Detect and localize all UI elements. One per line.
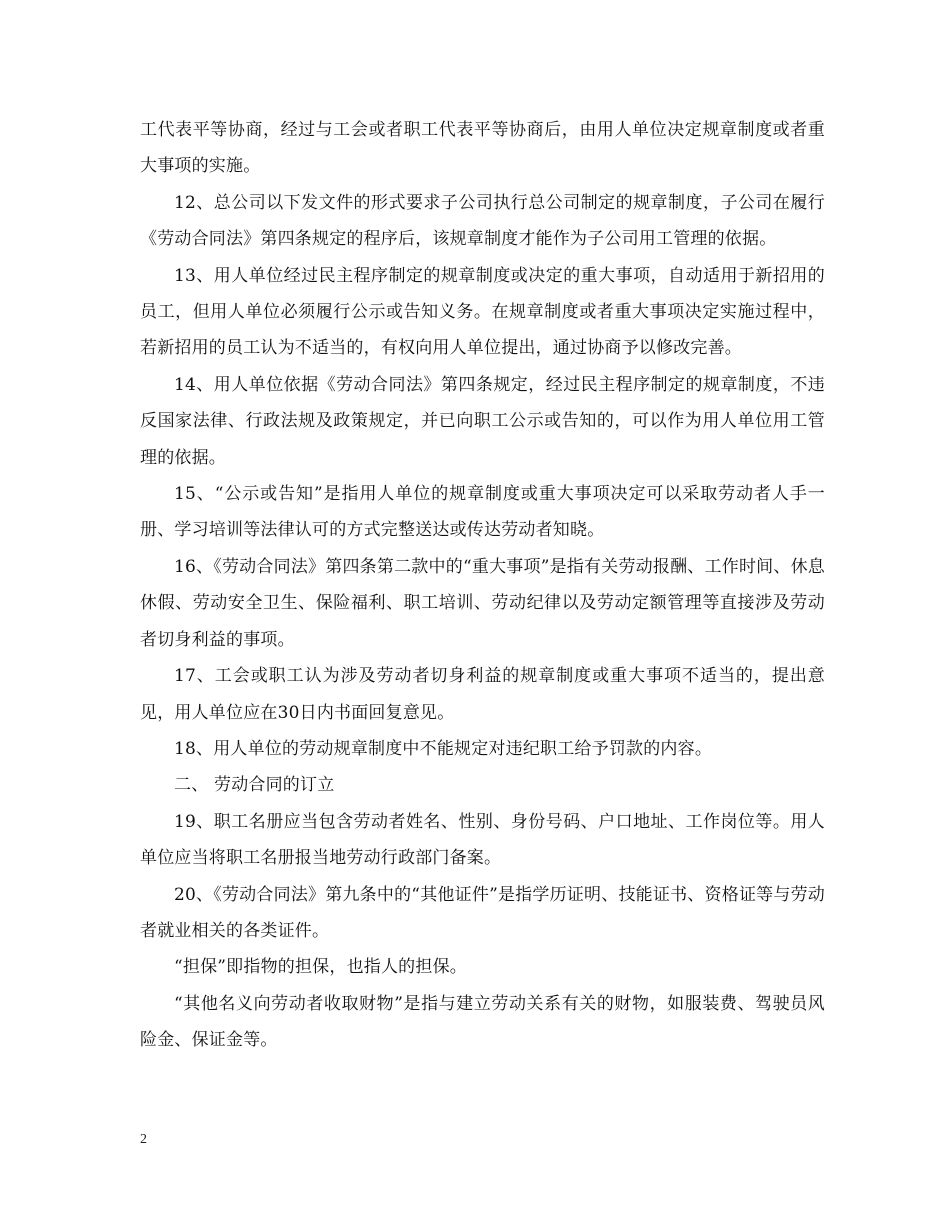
paragraph-item-19: 19、职工名册应当包含劳动者姓名、性别、身份号码、户口地址、工作岗位等。用人单位应当将职工名册报当地劳动行政部门备案。 (140, 811, 825, 869)
document-body (140, 112, 825, 1059)
page-number: 2 (140, 1132, 147, 1147)
paragraph-item-12: 12、总公司以下发文件的形式要求子公司执行总公司制定的规章制度，子公司在履行《劳动合同法》第四条规定的程序后，该规章制度才能作为子公司用工管理的依据。 (140, 192, 825, 250)
section-heading: 二、 劳动合同的订立 (174, 775, 335, 796)
paragraph-item-14: 14、用人单位依据《劳动合同法》第四条规定，经过民主程序制定的规章制度，不违反国家法律、行政法规及政策规定，并已向职工公示或告知的，可以作为用人单位用工管理的依据。 (140, 374, 825, 468)
paragraph-item-16: 16、《劳动合同法》第四条第二款中的“重大事项”是指有关劳动报酬、工作时间、休息休假、劳动安全卫生、保险福利、职工培训、劳动纪律以及劳动定额管理等直接涉及劳动者切身利益的事项。 (140, 556, 825, 650)
paragraph-item-17: 17、工会或职工认为涉及劳动者切身利益的规章制度或重大事项不适当的，提出意见，用人单位应在30日内书面回复意见。 (140, 666, 825, 723)
paragraph-item-13: 13、用人单位经过民主程序制定的规章制度或决定的重大事项，自动适用于新招用的员工，但用人单位必须履行公示或告知义务。在规章制度或者重大事项决定实施过程中，若新招用的员工认为不适当的，有权向用人单位提出，通过协商予以修改完善。 (140, 265, 825, 359)
paragraph-item-18: 18、用人单位的劳动规章制度中不能规定对违纪职工给予罚款的内容。 (174, 738, 713, 759)
paragraph-other-collection-note: “其他名义向劳动者收取财物”是指与建立劳动关系有关的财物，如服装费、驾驶员风险金、保证金等。 (140, 993, 825, 1051)
paragraph-item-15: 15、“公示或告知”是指用人单位的规章制度或重大事项决定可以采取劳动者人手一册、学习培训等法律认可的方式完整送达或传达劳动者知晓。 (140, 484, 825, 541)
paragraph-item-20: 20、《劳动合同法》第九条中的“其他证件”是指学历证明、技能证书、资格证等与劳动者就业相关的各类证件。 (140, 884, 825, 941)
paragraph-guarantee-note: “担保”即指物的担保，也指人的担保。 (174, 957, 467, 978)
paragraph-continuation: 工代表平等协商，经过与工会或者职工代表平等协商后，由用人单位决定规章制度或者重大事项的实施。 (140, 120, 825, 177)
